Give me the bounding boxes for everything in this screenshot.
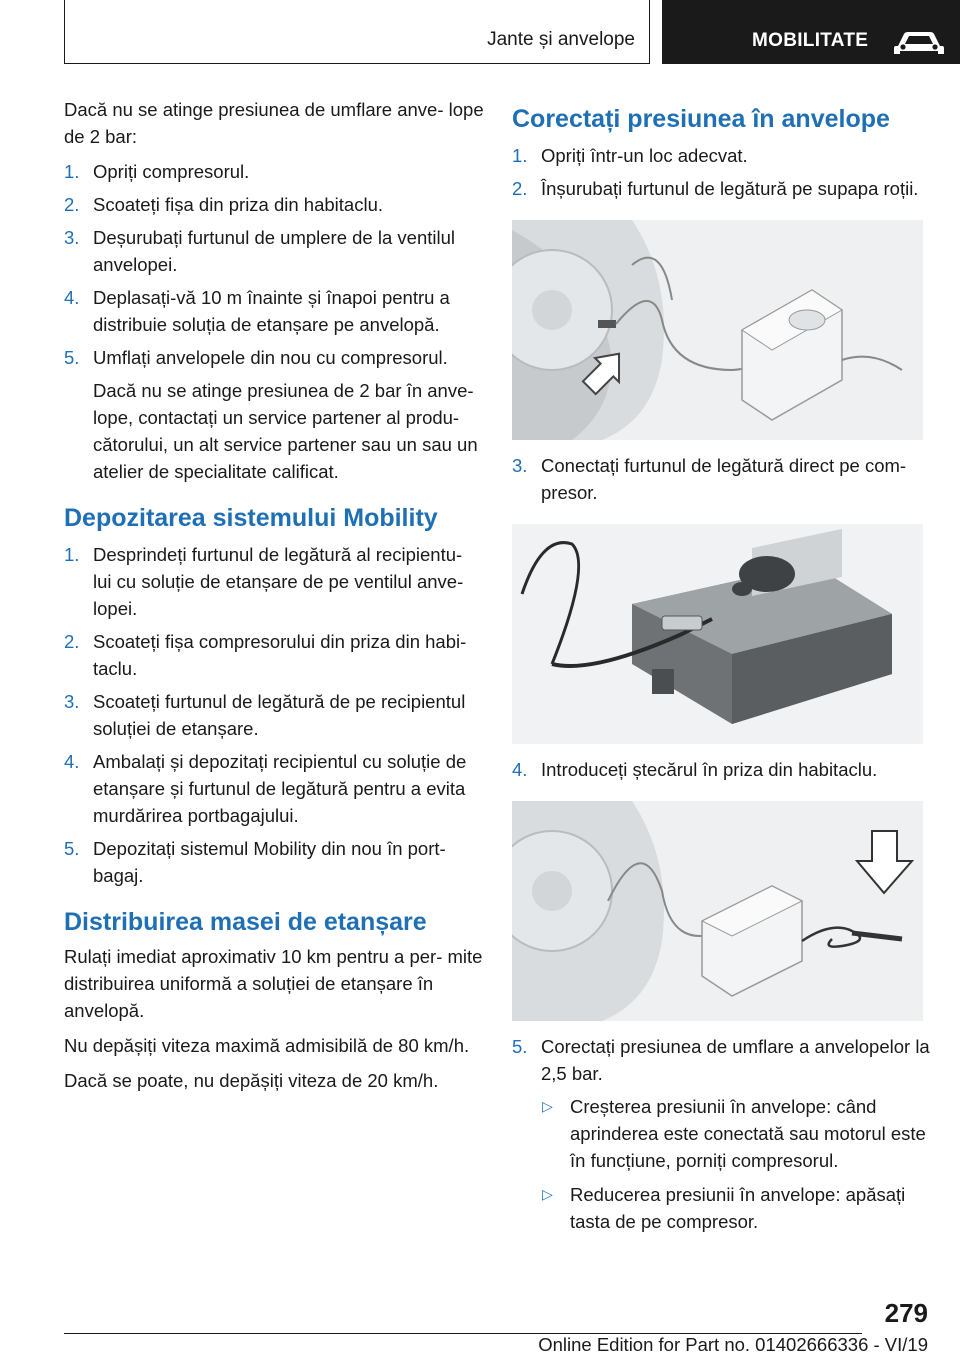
sub-item-increase — [512, 1093, 930, 1174]
sub-item-text: Creșterea presiunii în anvelope: când aprinderea este conectată sau motorul este în funcțiune, porniți compresorul. — [570, 1096, 926, 1171]
distribution-paragraph: Rulați imediat aproximativ 10 km pentru a per- mite distribuirea uniformă a soluției de etanșare în anvelopă. — [64, 946, 483, 1021]
step-text: Opriți într-un loc adecvat. — [541, 145, 748, 166]
speed-limit-paragraph: Nu depășiți viteza maximă admisibilă de 80 km/h. — [64, 1035, 470, 1056]
list-item — [64, 688, 484, 742]
header-chapter-tab — [662, 0, 960, 64]
step-5-note: Dacă nu se atinge presiunea de 2 bar în anve- lope, contactați un service partener al produ- cătorului, un alt service partener sau un sau un atelier de specialitate calificat. — [93, 380, 478, 482]
step-number: 3. — [64, 227, 80, 248]
left-column — [64, 96, 484, 1102]
list-item — [64, 628, 484, 682]
figure-hose-on-compressor — [512, 524, 923, 744]
list-item — [512, 452, 930, 506]
list-item — [64, 224, 484, 278]
sub-item-text: Reducerea presiunii în anvelope: apăsați tasta de pe compresor. — [570, 1184, 906, 1232]
step-text: Corectați presiunea de umflare a anvelopelor la 2,5 bar. — [541, 1036, 930, 1084]
list-item — [64, 191, 484, 218]
list-item — [64, 541, 484, 622]
speed-advice-paragraph: Dacă se poate, nu depășiți viteza de 20 km/h. — [64, 1070, 439, 1091]
heading-storage: Depozitarea sistemului Mobility — [64, 504, 438, 532]
list-item — [512, 756, 930, 783]
heading-distribution: Distribuirea masei de etanșare — [64, 908, 427, 936]
step-number: 5. — [64, 838, 80, 859]
step-text: Înșurubați furtunul de legătură pe supapa roții. — [541, 178, 919, 199]
step-text: Opriți compresorul. — [93, 161, 250, 182]
list-item — [64, 835, 484, 889]
list-item — [64, 158, 484, 185]
step-number: 1. — [512, 145, 528, 166]
step-number: 4. — [64, 287, 80, 308]
list-item — [512, 175, 930, 202]
list-item — [64, 284, 484, 338]
step-text: Ambalați și depozitați recipientul cu soluție de etanșare și furtunul de legătură pentru a evita murdărirea portbagajului. — [93, 751, 467, 826]
step-text: Scoateți fișa din priza din habitaclu. — [93, 194, 384, 215]
illustration-compressor — [512, 524, 923, 744]
step-text: Desprindeți furtunul de legătură al recipientu- lui cu soluție de etanșare de pe ventilul anve- lopei. — [93, 544, 464, 619]
step-3-list — [512, 452, 930, 506]
intro-text: Dacă nu se atinge presiunea de umflare anve- lope de 2 bar: — [64, 99, 484, 147]
heading-correct-pressure: Corectați presiunea în anvelope — [512, 105, 890, 133]
step-text: Depozitați sistemul Mobility din nou în port- bagaj. — [93, 838, 446, 886]
right-column — [512, 96, 930, 1242]
step-number: 2. — [64, 631, 80, 652]
car-icon — [892, 28, 946, 58]
header-section-box — [64, 0, 650, 64]
step-number: 1. — [64, 544, 80, 565]
step-text: Deplasați-vă 10 m înainte și înapoi pentru a distribuie soluția de etanșare pe anvelopă. — [93, 287, 450, 335]
illustration-plug — [512, 801, 923, 1021]
step-number: 2. — [512, 178, 528, 199]
step-text: Scoateți fișa compresorului din priza din habi- taclu. — [93, 631, 467, 679]
correct-pressure-steps — [512, 142, 930, 202]
list-item — [64, 344, 484, 371]
step-number: 4. — [64, 751, 80, 772]
step-number: 5. — [64, 347, 80, 368]
step-number: 4. — [512, 759, 528, 780]
step-number: 3. — [64, 691, 80, 712]
sub-item-decrease — [512, 1181, 930, 1235]
list-item — [64, 748, 484, 829]
pressure-fail-steps — [64, 158, 484, 371]
step-number: 2. — [64, 194, 80, 215]
triangle-bullet-icon: ▷ — [542, 1186, 553, 1202]
step-text: Scoateți furtunul de legătură de pe recipientul soluției de etanșare. — [93, 691, 466, 739]
footer-edition: Online Edition for Part no. 01402666336 - VI/19 — [538, 1334, 928, 1355]
step-text: Introduceți ștecărul în priza din habitaclu. — [541, 759, 878, 780]
step-number: 1. — [64, 161, 80, 182]
step-text: Conectați furtunul de legătură direct pe com- presor. — [541, 455, 907, 503]
list-item — [512, 142, 930, 169]
list-item — [512, 1033, 930, 1087]
header-chapter-title: MOBILITATE — [752, 30, 869, 51]
step-number: 5. — [512, 1036, 528, 1057]
step-4-list — [512, 756, 930, 783]
header-section-title: Jante și anvelope — [487, 29, 635, 50]
step-text: Umflați anvelopele din nou cu compresorul. — [93, 347, 448, 368]
figure-plug-in-socket — [512, 801, 923, 1021]
step-text: Deșurubați furtunul de umplere de la ventilul anvelopei. — [93, 227, 455, 275]
page-number: 279 — [884, 1298, 928, 1328]
illustration-hose-valve — [512, 220, 923, 440]
figure-hose-on-valve — [512, 220, 923, 440]
step-5-list — [512, 1033, 930, 1087]
triangle-bullet-icon: ▷ — [542, 1098, 553, 1114]
step-number: 3. — [512, 455, 528, 476]
storage-steps — [64, 541, 484, 889]
